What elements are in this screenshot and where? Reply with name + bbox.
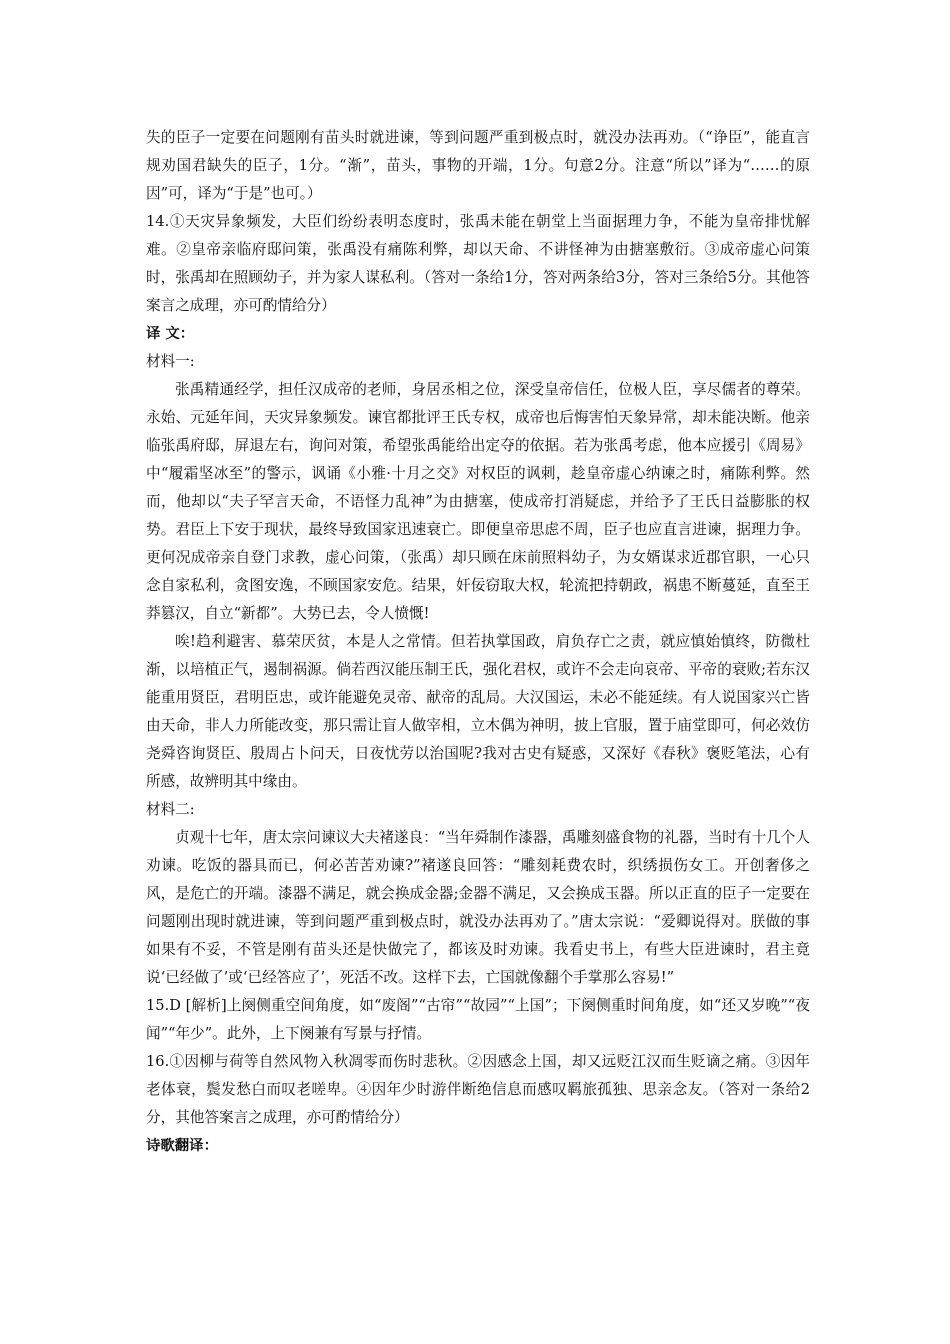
answer-13-continued: 失的臣子一定要在问题刚有苗头时就进谏，等到问题严重到极点时，就没办法再劝。（“诤臣”，能直言规劝国君缺失的臣子，1分。“渐”，苗头，事物的开端，1分。句意2分。注意“所以”译为“……的原因”可，译为“于是”也可。） bbox=[146, 129, 810, 202]
material-1-label: 材料一: bbox=[146, 353, 195, 370]
translation-heading: 译 文： bbox=[146, 326, 195, 342]
material-2-label: 材料二: bbox=[146, 801, 195, 818]
material-1-paragraph-1: 张禹精通经学，担任汉成帝的老师，身居丞相之位，深受皇帝信任，位极人臣，享尽儒者的尊荣。永始、元延年间，天灾异象频发。谏官都批评王氏专权，成帝也后悔害怕天象异常，却未能决断。他亲临张禹府邸，屏退左右，询问对策，希望张禹能给出定夺的依据。若为张禹考虑，他本应援引《周易》中“履霜坚冰至”的警示，讽诵《小雅·十月之交》对权臣的讽刺，趁皇帝虚心纳谏之时，痛陈利弊。然而，他却以“夫子罕言天命，不语怪力乱神”为由搪塞，使成帝打消疑虑，并给予了王氏日益膨胀的权势。君臣上下安于现状，最终导致国家迅速衰亡。即便皇帝思虑不周，臣子也应直言进谏，据理力争。更何况成帝亲自登门求教，虚心问策，（张禹）却只顾在床前照料幼子，为女婿谋求近郡官职，一心只念自家私利，贪图安逸，不顾国家安危。结果，奸佞窃取大权，轮流把持朝政，祸患不断蔓延，直至王莽篡汉，自立“新都”。大势已去，令人愤慨! bbox=[146, 381, 810, 622]
material-2-paragraph-1: 贞观十七年，唐太宗问谏议大夫褚遂良：“当年舜制作漆器，禹雕刻盛食物的礼器，当时有十几个人劝谏。吃饭的器具而已，何必苦苦劝谏?”褚遂良回答：“雕刻耗费农时，织绣损伤女工。开创奢侈之风，是危亡的开端。漆器不满足，就会换成金器;金器不满足，又会换成玉器。所以正直的臣子一定要在问题刚出现时就进谏，等到问题严重到极点时，就没办法再劝了。”唐太宗说：“爱卿说得对。朕做的事如果有不妥，不管是刚有苗头还是快做完了，都该及时劝谏。我看史书上，有些大臣进谏时，君主竟说‘已经做了’或‘已经答应了’，死活不改。这样下去，亡国就像翻个手掌那么容易!” bbox=[146, 829, 810, 986]
material-1-paragraph-2: 唉!趋利避害、慕荣厌贫，本是人之常情。但若执掌国政，肩负存亡之责，就应慎始慎终，防微杜渐，以培植正气，遏制祸源。倘若西汉能压制王氏，强化君权，或许不会走向哀帝、平帝的衰败;若东汉能重用贤臣，君明臣忠，或许能避免灵帝、献帝的乱局。大汉国运，未必不能延续。有人说国家兴亡皆由天命，非人力所能改变，那只需让盲人做宰相，立木偶为神明，披上官服，置于庙堂即可，何必效仿尧舜咨询贤臣、殷周占卜问天，日夜忧劳以治国呢?我对古史有疑惑，又深好《春秋》褒贬笔法，心有所感，故辨明其中缘由。 bbox=[146, 633, 810, 790]
answer-14: 14.①天灾异象频发，大臣们纷纷表明态度时，张禹未能在朝堂上当面据理力争，不能为皇帝排忧解难。②皇帝亲临府邸问策，张禹没有痛陈利弊，却以天命、不讲怪神为由搪塞敷衍。③成帝虚心问策时，张禹却在照顾幼子，并为家人谋私利。（答对一条给1分，答对两条给3分，答对三条给5分。其他答案言之成理，亦可酌情给分） bbox=[146, 213, 810, 314]
answer-15: 15.D [解析]上阕侧重空间角度，如“废阁”“古帘”“故园”“上国”；下阕侧重时间角度，如“还又岁晚”“夜闻”“年少”。此外，上下阕兼有写景与抒情。 bbox=[146, 997, 810, 1042]
answer-16: 16.①因柳与荷等自然风物入秋凋零而伤时悲秋。②因感念上国，却又远贬江汉而生贬谪之痛。③因年老体衰，鬓发愁白而叹老嗟卑。④因年少时游伴断绝信息而感叹羁旅孤独、思亲念友。（答对一条给2分，其他答案言之成理，亦可酌情给分） bbox=[146, 1053, 810, 1126]
poem-translation-heading: 诗歌翻译： bbox=[146, 1138, 218, 1154]
document-page bbox=[146, 124, 810, 1160]
